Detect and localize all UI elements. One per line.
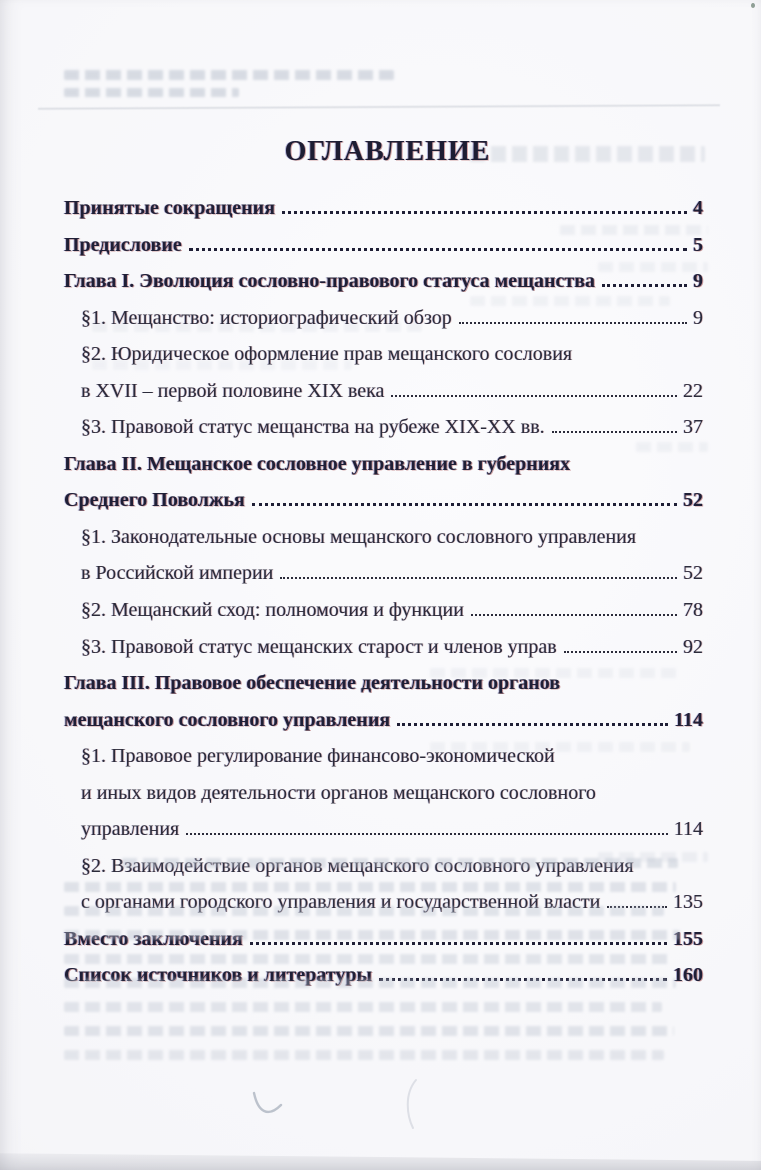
toc-entry: [64, 190, 703, 227]
bleedthrough-line: [64, 70, 394, 80]
bleedthrough-line: [64, 1050, 664, 1060]
page-edge-shadow: [0, 1146, 761, 1170]
toc-entry: [64, 592, 703, 629]
toc-entry-page: 135: [673, 891, 703, 914]
toc-entry-label: Предисловие: [64, 233, 182, 256]
bleedthrough-line: [64, 930, 680, 940]
pen-mark: [250, 1090, 295, 1125]
bleedthrough-line: [64, 906, 664, 916]
toc-entry-page: 5: [693, 233, 703, 256]
toc-entry-label: в XVII – первой половине XIX века: [81, 379, 385, 402]
bleedthrough-line: [64, 978, 676, 988]
toc-entry-label: управления: [81, 818, 180, 841]
dot-leader: [459, 322, 687, 324]
pen-mark: [396, 1076, 428, 1134]
toc-entry: [64, 409, 703, 446]
toc-entry-page: 9: [693, 270, 703, 293]
toc-entry-page: 160: [673, 964, 703, 987]
toc-entry-label: §2. Взаимодействие органов мещанского сословного управления: [81, 854, 634, 877]
toc-entry-label: §1. Мещанство: историографический обзор: [81, 306, 452, 329]
bleedthrough-line: [122, 858, 678, 868]
toc-entry: [64, 446, 703, 483]
bleedthrough-line: [64, 1002, 662, 1012]
toc-entry-page: 4: [693, 197, 703, 219]
toc-entry-label: с органами городского управления и государственной власти: [81, 891, 601, 914]
dot-leader: [282, 211, 687, 214]
toc-entry-page: 78: [683, 599, 703, 622]
table-of-contents: [64, 190, 703, 994]
page-title: ОГЛАВЛЕНИЕ: [284, 136, 491, 167]
toc-entry-page: 92: [683, 635, 703, 658]
toc-entry-page: 37: [683, 416, 703, 439]
dot-leader: [186, 833, 668, 835]
toc-entry-page: 52: [683, 562, 703, 585]
toc-entry-label: §2. Юридическое оформление прав мещанского сословия: [81, 343, 573, 366]
dot-leader: [189, 248, 687, 251]
bleedthrough-rule: [38, 104, 720, 110]
bleedthrough-line: [64, 882, 676, 892]
toc-entry-label: в Российской империи: [81, 562, 274, 585]
dot-leader: [564, 651, 677, 653]
toc-entry-page: 22: [683, 379, 703, 402]
toc-entry: [64, 811, 703, 848]
toc-entry-page: 114: [674, 708, 703, 731]
dot-leader: [252, 503, 677, 506]
toc-entry: [64, 665, 703, 702]
toc-entry: [64, 263, 703, 300]
toc-entry-label: Вместо заключения: [64, 927, 243, 950]
dot-leader: [552, 431, 677, 433]
toc-entry-label: §1. Законодательные основы мещанского сословного управления: [81, 525, 637, 548]
dot-leader: [391, 395, 677, 397]
dot-leader: [471, 614, 677, 616]
toc-entry-label: Глава II. Мещанское сословное управление в губерниях: [64, 452, 571, 475]
toc-entry-page: 9: [693, 306, 703, 329]
toc-entry-label: Среднего Поволжья: [64, 489, 245, 512]
toc-entry-label: §3. Правовой статус мещанства на рубеже XIX-XX вв.: [81, 416, 545, 439]
toc-entry-label: Список источников и литературы: [64, 964, 373, 987]
toc-entry-label: Глава III. Правовое обеспечение деятельности органов: [64, 672, 561, 695]
dot-leader: [602, 284, 687, 287]
toc-entry: [64, 738, 703, 775]
toc-entry-label: Принятые сокращения: [64, 197, 276, 219]
toc-entry-label: §2. Мещанский сход: полномочия и функции: [81, 599, 464, 622]
toc-entry-page: 114: [673, 818, 703, 841]
toc-entry: [64, 373, 703, 410]
dot-leader: [280, 577, 677, 579]
toc-entry: [64, 482, 703, 519]
toc-entry-page: 52: [683, 489, 703, 512]
toc-entry: [64, 555, 703, 592]
bleedthrough-line: [64, 1026, 674, 1036]
dot-leader: [250, 942, 667, 945]
toc-entry-label: §3. Правовой статус мещанских старост и членов управ: [81, 635, 557, 658]
bleedthrough-line: [64, 88, 239, 97]
toc-entry: [64, 629, 703, 666]
toc-entry-label: мещанского сословного управления: [64, 708, 391, 731]
toc-entry: [64, 519, 703, 556]
toc-entry: [64, 300, 703, 337]
toc-entry-label: §1. Правовое регулирование финансово-экономической: [81, 745, 555, 768]
toc-entry-label: Глава I. Эволюция сословно-правового статуса мещанства: [64, 270, 596, 293]
toc-entry-page: 155: [673, 927, 703, 950]
scan-speck: [751, 3, 755, 8]
bleedthrough-line: [64, 954, 668, 964]
toc-entry-label: и иных видов деятельности органов мещанского сословного: [81, 781, 596, 804]
toc-entry: [64, 775, 703, 812]
toc-entry: [64, 227, 703, 264]
toc-entry: [64, 336, 703, 373]
dot-leader: [397, 723, 668, 726]
toc-entry: [64, 702, 703, 739]
